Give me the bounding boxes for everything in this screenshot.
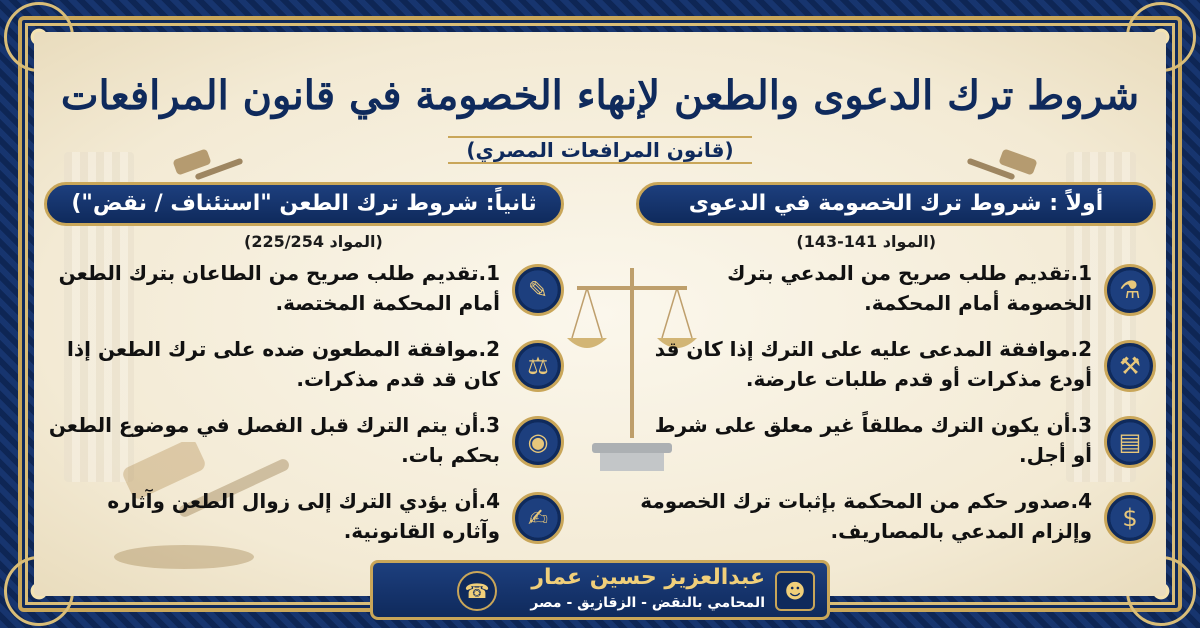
person-icon: ☻ <box>775 571 815 611</box>
page-subtitle: (قانون المرافعات المصري) <box>448 136 751 164</box>
section-heading-left: ثانياً: شروط ترك الطعن "استئناف / نقض") <box>44 182 564 226</box>
conditions-list-right <box>636 258 1156 562</box>
item-text: 2.موافقة المطعون ضده على ترك الطعن إذا كان قد قدم مذكرات. <box>67 337 500 391</box>
seal-icon: ◉ <box>512 416 564 468</box>
item-text: 4.صدور حكم من المحكمة بإثبات ترك الخصومة وإلزام المدعي بالمصاريف. <box>640 489 1092 543</box>
list-item <box>44 486 564 562</box>
articles-reference-right: (المواد 141-143) <box>796 232 936 251</box>
list-item <box>636 410 1156 486</box>
section-heading-right: أولاً : شروط ترك الخصومة في الدعوى <box>636 182 1156 226</box>
contract-icon: ✍ <box>512 492 564 544</box>
page-title: شروط ترك الدعوى والطعن لإنهاء الخصومة في قانون المرافعات <box>60 72 1140 119</box>
list-item <box>636 334 1156 410</box>
author-name: عبدالعزيز حسين عمار <box>531 565 765 590</box>
author-title: المحامي بالنقض - الزقازيق - مصر <box>530 595 765 611</box>
list-item <box>44 410 564 486</box>
list-item <box>44 258 564 334</box>
item-text: 1.تقديم طلب صريح من المدعي بترك الخصومة أمام المحكمة. <box>727 261 1092 315</box>
list-item <box>636 258 1156 334</box>
item-text: 3.أن يكون الترك مطلقاً غير معلق على شرط أو أجل. <box>654 413 1092 467</box>
phone-icon[interactable]: ☎ <box>457 571 497 611</box>
item-text: 2.موافقة المدعى عليه على الترك إذا كان قد أودع مذكرات أو قدم طلبات عارضة. <box>654 337 1092 391</box>
list-item <box>636 486 1156 562</box>
list-item <box>44 334 564 410</box>
item-text: 3.أن يتم الترك قبل الفصل في موضوع الطعن بحكم بات. <box>48 413 500 467</box>
author-footer <box>370 560 830 620</box>
item-text: 4.أن يؤدي الترك إلى زوال الطعن وآثاره وآثاره القانونية. <box>107 489 500 543</box>
conditions-list-left <box>44 258 564 562</box>
gavel-icon: ⚒ <box>1104 340 1156 392</box>
document-icon: ▤ <box>1104 416 1156 468</box>
money-bag-icon: $ <box>1104 492 1156 544</box>
signing-hand-icon: ✎ <box>512 264 564 316</box>
content-panel <box>34 32 1166 596</box>
subtitle-wrapper <box>34 136 1166 164</box>
lawyer-icon: ⚗ <box>1104 264 1156 316</box>
item-text: 1.تقديم طلب صريح من الطاعان بترك الطعن أمام المحكمة المختصة. <box>58 261 500 315</box>
scales-icon: ⚖ <box>512 340 564 392</box>
articles-reference-left: (المواد 225/254) <box>244 232 383 251</box>
